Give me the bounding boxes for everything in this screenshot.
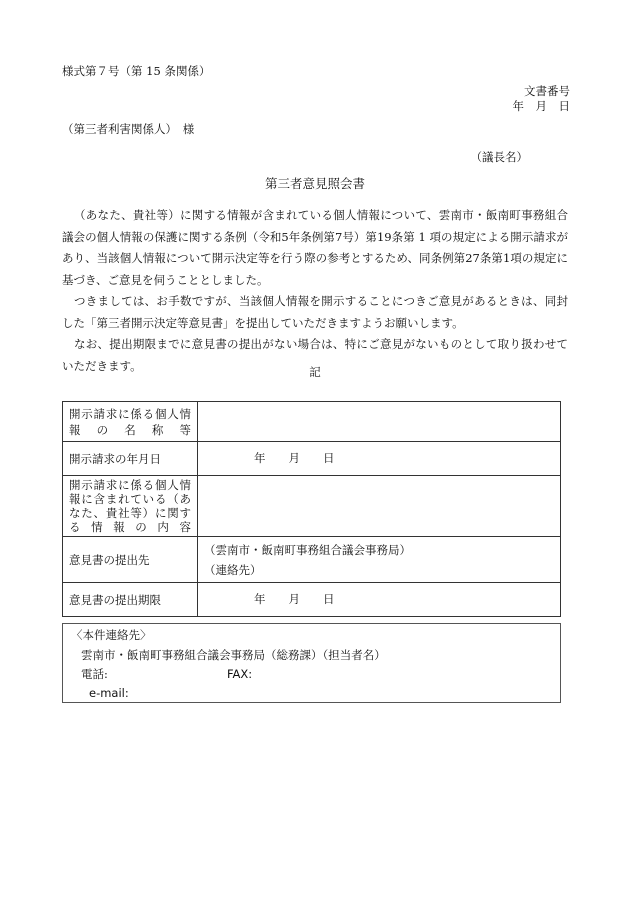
body-paragraph-3: なお、提出期限までに意見書の提出がない場合は、特にご意見がないものとして取り扱わせていただきます。 (62, 337, 568, 373)
row-value-request-date: 年 月 日 (198, 442, 561, 476)
row-value-info-content (198, 476, 561, 537)
row-value-deadline: 年 月 日 (198, 583, 561, 617)
row-label-info-content: 開示請求に係る個人情報に含まれている（あなた、貴社等）に関する情報の内容 (63, 476, 198, 537)
contact-phone-label: 電話: (81, 667, 108, 681)
sender-line: （議長名） (470, 150, 528, 164)
body-paragraph-1: （あなた、貴社等）に関する情報が含まれている個人情報について、雲南市・飯南町事務組合議会の個人情報の保護に関する条例（令和5年条例第7号）第19条第 1 項の規定による開示請求があり、当該個人情報について開示決定等を行う際の参考とするため、同条例第27条第1項の規定に基づき、ご意見を伺うこととしました。 (62, 208, 568, 287)
row-label-request-date: 開示請求の年月日 (63, 442, 198, 476)
table-row (63, 402, 561, 442)
contact-email-label: e-mail: (89, 686, 129, 700)
date-line: 年 月 日 (512, 99, 570, 113)
document-number-label: 文書番号 (524, 84, 570, 98)
ki-heading: 記 (309, 365, 321, 379)
body-paragraph-2: つきましては、お手数ですが、当該個人情報を開示することにつきご意見があるときは、同封した「第三者開示決定等意見書」を提出していただきますようお願いします。 (62, 294, 568, 330)
table-row (63, 476, 561, 537)
submission-contact: （連絡先） (204, 562, 262, 577)
contact-box (62, 623, 561, 703)
submission-office: （雲南市・飯南町事務組合議会事務局） (204, 542, 411, 557)
row-value-info-name (198, 402, 561, 442)
contact-heading: 〈本件連絡先〉 (71, 628, 152, 642)
document-title: 第三者意見照会書 (264, 176, 365, 191)
row-label-info-name: 開示請求に係る個人情報の名称等 (63, 402, 198, 442)
recipient-line: （第三者利害関係人） 様 (62, 122, 195, 136)
table-row (63, 537, 561, 583)
info-table (62, 401, 561, 617)
table-row (63, 442, 561, 476)
row-label-deadline: 意見書の提出期限 (63, 583, 198, 617)
form-number: 様式第７号（第 15 条関係） (62, 64, 211, 78)
contact-fax-label: FAX: (227, 667, 253, 681)
row-label-submission-place: 意見書の提出先 (63, 537, 198, 583)
contact-office: 雲南市・飯南町事務組合議会事務局（総務課）（担当者名） (81, 648, 386, 662)
row-value-submission-place (198, 537, 561, 583)
table-row (63, 583, 561, 617)
